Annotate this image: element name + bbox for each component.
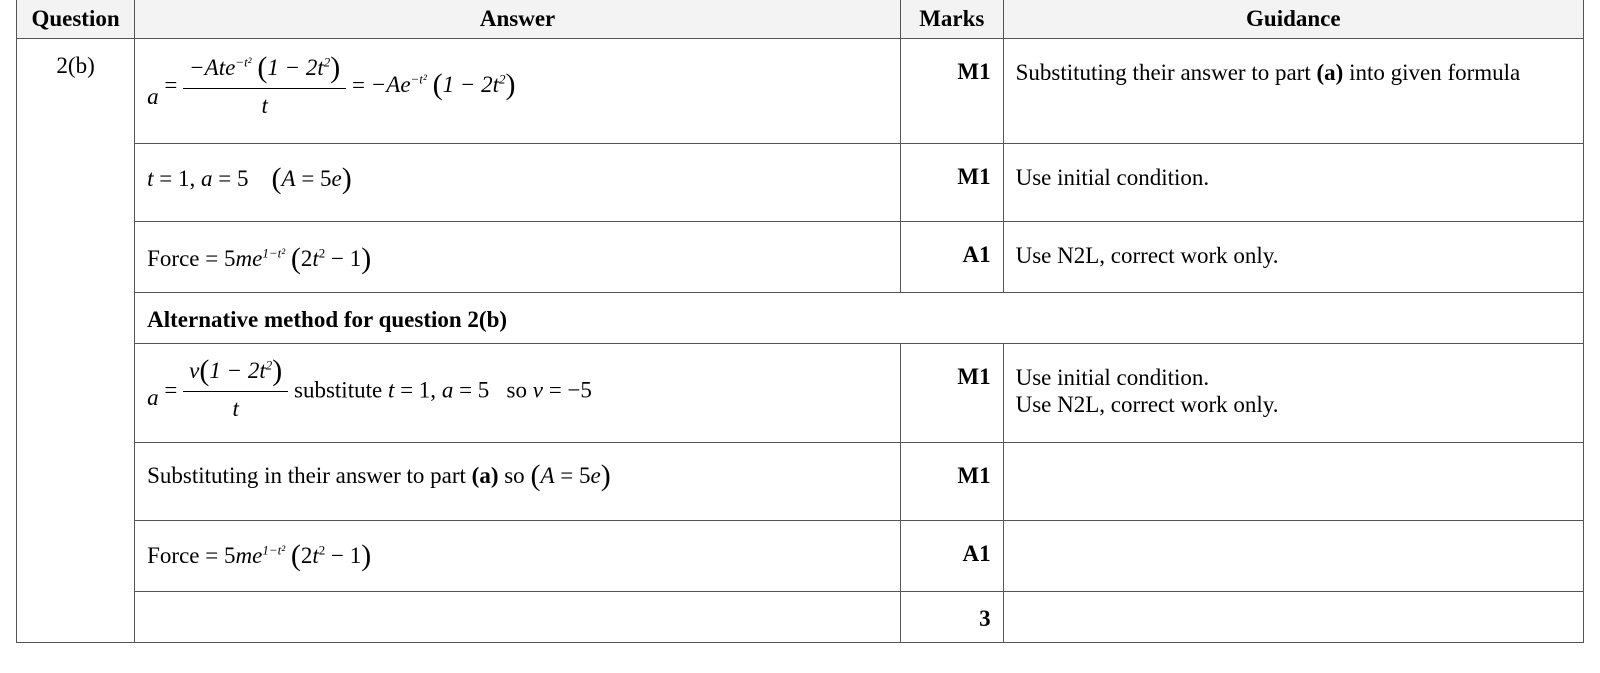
guidance-line: Use initial condition. [1015, 365, 1210, 390]
mark-cell: A1 [901, 222, 1004, 293]
force-label: Force = [147, 543, 219, 568]
table-row [17, 144, 1584, 222]
guidance-text-part: into given formula [1343, 60, 1521, 85]
guidance-cell [1003, 592, 1583, 643]
mark-cell: M1 [901, 443, 1004, 521]
answer-header: Answer [135, 0, 901, 39]
marks-header: Marks [901, 0, 1004, 39]
part-a-ref: (a) [471, 463, 499, 488]
mark-cell: A1 [901, 521, 1004, 592]
table-row [17, 39, 1584, 144]
answer-cell: t = 1, a = 5 (A = 5e) [135, 144, 901, 222]
answer-cell: Force = $5me^{1-t^2}$ $(2t^2 - 1)$ [135, 222, 901, 293]
fraction: $\frac{v(1 - 2t^2)}{t}$ [183, 354, 288, 422]
guidance-header: Guidance [1003, 0, 1583, 39]
guidance-cell [1003, 443, 1583, 521]
answer-cell: a = $\frac{-Ate^{-t^2} (1 - 2t^2)}{t}$ = $-Ae^{-t^2}$ $(1 - 2t^2)$ [135, 39, 901, 144]
table-row [17, 222, 1584, 293]
mark-scheme-table [16, 0, 1584, 643]
guidance-text-bold: (a) [1316, 60, 1344, 85]
table-row [17, 344, 1584, 443]
substitute-word: substitute [294, 377, 383, 403]
answer-cell: Substituting in their answer to part (a) so (A = 5e) [135, 443, 901, 521]
force-label: Force = [147, 246, 219, 271]
mark-cell: M1 [901, 344, 1004, 443]
table-row [17, 592, 1584, 643]
guidance-cell [1003, 39, 1583, 144]
answer-cell: a = $\frac{v(1 - 2t^2)}{t}$ substitute t = 1, a = 5 so v = −5 [135, 344, 901, 443]
so-word: so [504, 463, 525, 488]
question-number: 2(b) [17, 39, 135, 643]
so-word: so [506, 377, 527, 403]
guidance-cell [1003, 521, 1583, 592]
total-marks: 3 [901, 592, 1004, 643]
table-row [17, 443, 1584, 521]
substituting-text: Substituting in their answer to part [147, 463, 466, 488]
answer-cell [135, 592, 901, 643]
guidance-cell [1003, 344, 1583, 443]
header-row [17, 0, 1584, 39]
table-row [17, 521, 1584, 592]
guidance-cell: Use N2L, correct work only. [1003, 222, 1583, 293]
alternative-method-heading: Alternative method for question 2(b) [135, 293, 1584, 344]
question-header: Question [17, 0, 135, 39]
guidance-cell: Use initial condition. [1003, 144, 1583, 222]
fraction: $\frac{-Ate^{-t^2} (1 - 2t^2)}{t}$ [183, 51, 346, 119]
mark-cell: M1 [901, 39, 1004, 144]
mark-cell: M1 [901, 144, 1004, 222]
guidance-text-part: Substituting their answer to part [1015, 60, 1317, 85]
answer-cell: Force = $5me^{1-t^2}$ $(2t^2 - 1)$ [135, 521, 901, 592]
guidance-line: Use N2L, correct work only. [1015, 392, 1279, 417]
table-row [17, 293, 1584, 344]
